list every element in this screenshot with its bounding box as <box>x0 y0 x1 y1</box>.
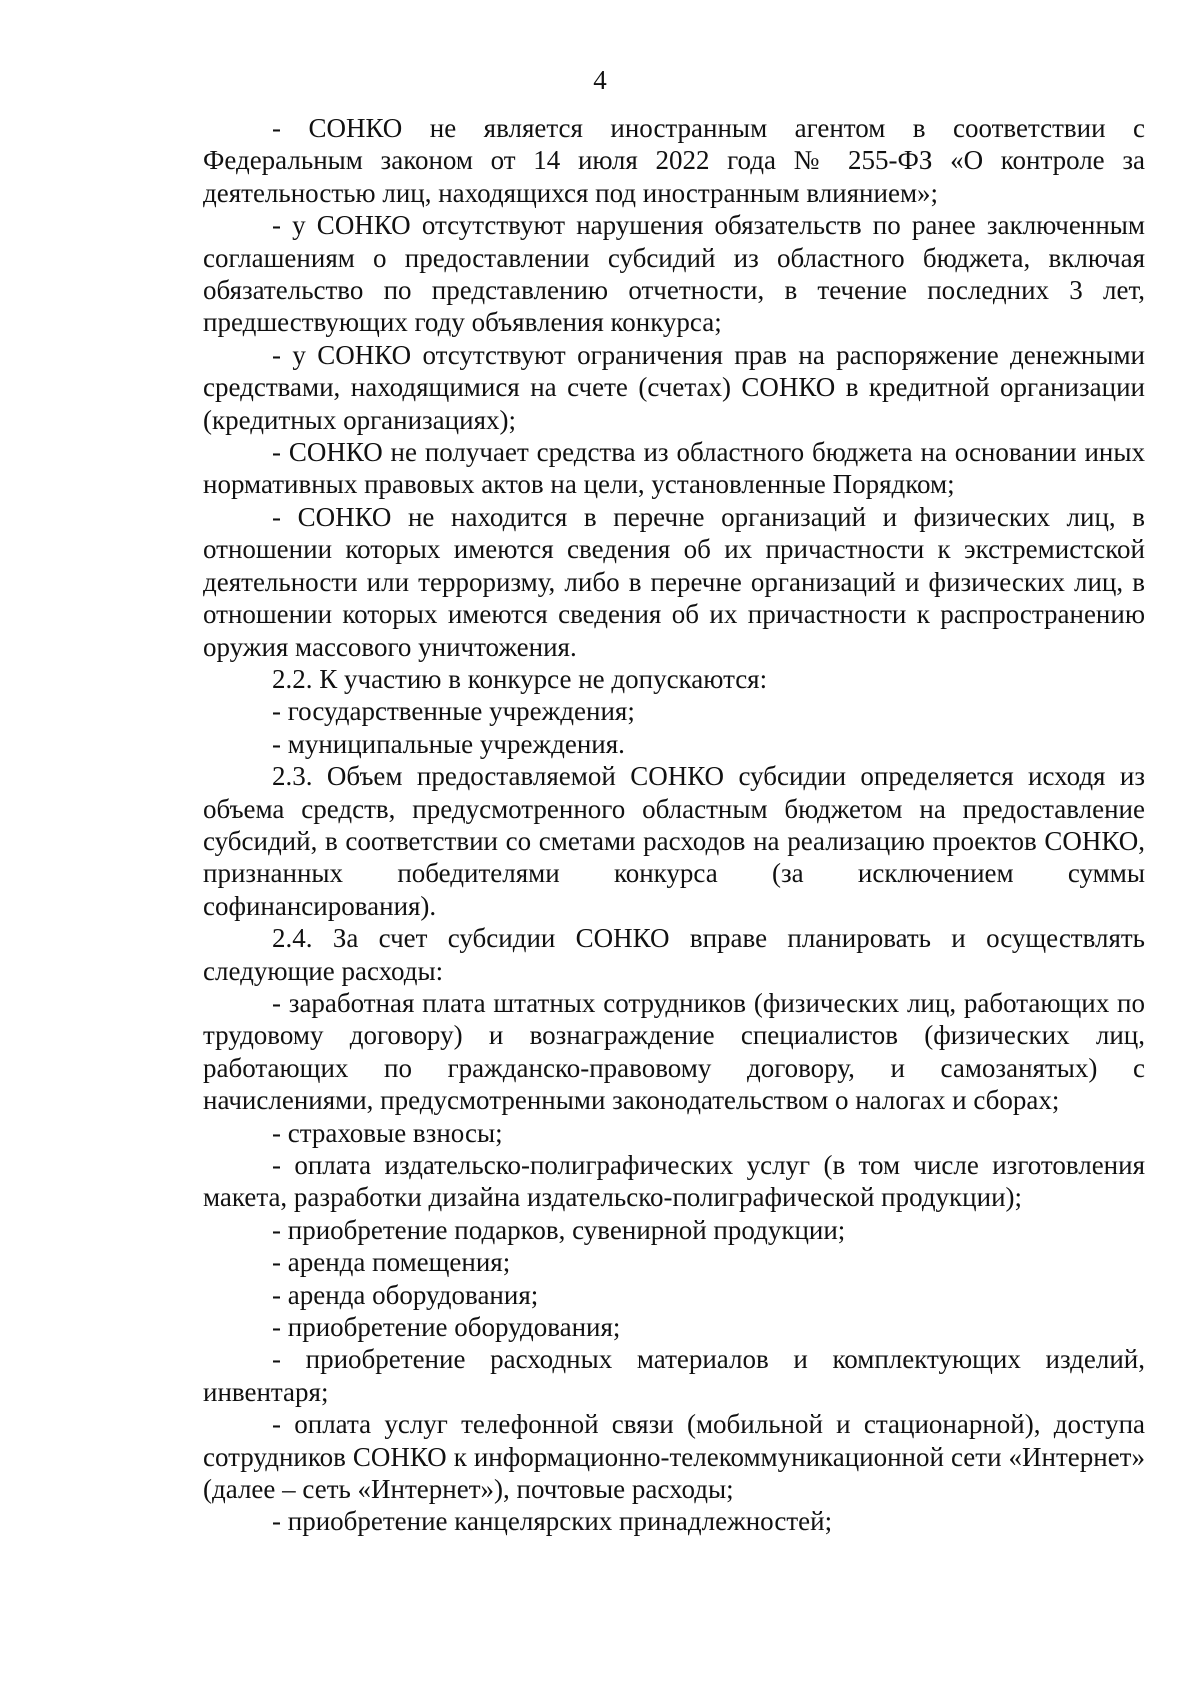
paragraph-not-in-extremism-list: - СОНКО не находится в перечне организаций и физических лиц, в отношении которых имеются сведения об их причастности к экстремистской деятельности или терроризму, либо в перечне организаций и физических лиц, в отношении которых имеются сведения об их причастности к распространению оружия массового уничтожения. <box>203 501 1145 662</box>
list-item-communications: - оплата услуг телефонной связи (мобильной и стационарной), доступа сотрудников СОНКО к информационно-телекоммуникационной сети «Интернет» (далее – сеть «Интернет»), почтовые расходы; <box>203 1409 1145 1505</box>
list-item-insurance: - страховые взносы; <box>272 1117 503 1148</box>
list-item-salary: - заработная плата штатных сотрудников (физических лиц, работающих по трудовому договору) и вознаграждение специалистов (физических лиц, работающих по гражданско-правовому договору, и самозанятых) с начислениями, предусмотренными законодательством о налогах и сборах; <box>203 987 1145 1116</box>
list-item-stationery: - приобретение канцелярских принадлежностей; <box>272 1506 833 1537</box>
list-item-printing: - оплата издательско-полиграфических услуг (в том числе изготовления макета, разработки дизайна издательско-полиграфической продукции); <box>203 1150 1145 1213</box>
paragraph-section-2-4: 2.4. За счет субсидии СОНКО вправе планировать и осуществлять следующие расходы: <box>203 923 1145 986</box>
paragraph-section-2-3: 2.3. Объем предоставляемой СОНКО субсидии определяется исходя из объема средств, предусмотренного областным бюджетом на предоставление субсидий, в соответствии со сметами расходов на реализацию проектов СОНКО, признанных победителями конкурса (за исключением суммы софинансирования). <box>203 761 1145 921</box>
list-item-gifts: - приобретение подарков, сувенирной продукции; <box>272 1214 846 1245</box>
list-item-premises-rent: - аренда помещения; <box>272 1247 511 1278</box>
paragraph-section-2-2: 2.2. К участию в конкурсе не допускаются: <box>272 663 768 694</box>
paragraph-not-foreign-agent: - СОНКО не является иностранным агентом в соответствии с Федеральным законом от 14 июля 2022 года № 255-ФЗ «О контроле за деятельностью лиц, находящихся под иностранным влиянием»; <box>203 113 1145 208</box>
paragraph-no-account-restrictions: - у СОНКО отсутствуют ограничения прав на распоряжение денежными средствами, находящимися на счете (счетах) СОНКО в кредитной организации (кредитных организациях); <box>203 339 1145 435</box>
list-item-equipment-rent: - аренда оборудования; <box>272 1279 539 1310</box>
list-item-equipment-purchase: - приобретение оборудования; <box>272 1312 621 1343</box>
page-number: 4 <box>593 65 607 95</box>
document-body <box>203 112 1145 1538</box>
paragraph-no-other-funding: - СОНКО не получает средства из областного бюджета на основании иных нормативных правовых актов на цели, установленные Порядком; <box>203 437 1145 500</box>
list-item-state-institutions: - государственные учреждения; <box>272 696 635 727</box>
list-item-consumables: - приобретение расходных материалов и комплектующих изделий, инвентаря; <box>203 1344 1145 1407</box>
list-item-municipal-institutions: - муниципальные учреждения. <box>272 728 625 759</box>
paragraph-no-obligation-violations: - у СОНКО отсутствуют нарушения обязательств по ранее заключенным соглашениям о предоставлении субсидий из областного бюджета, включая обязательство по представлению отчетности, в течение последних 3 лет, предшествующих году объявления конкурса; <box>203 210 1145 338</box>
